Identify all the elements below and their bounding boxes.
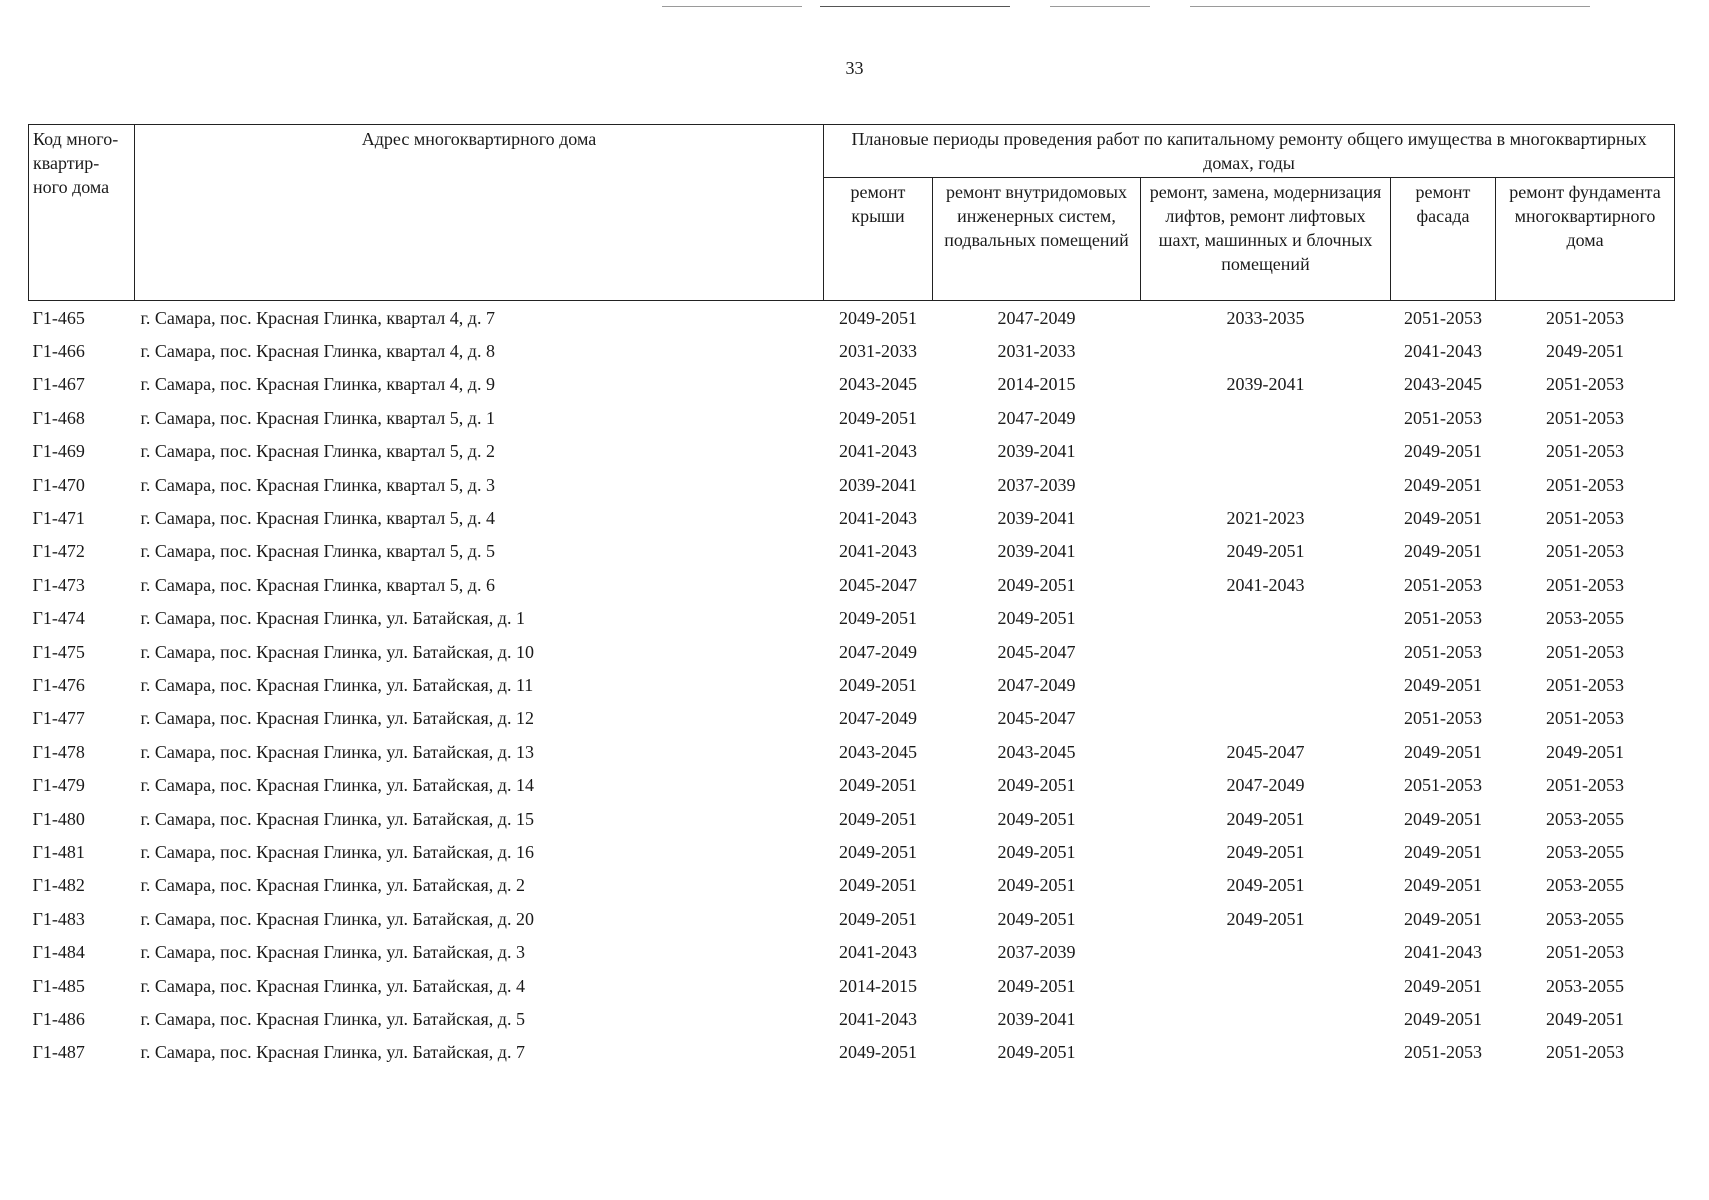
cell-elevators: 2033-2035	[1226, 307, 1305, 328]
cell-address: г. Самара, пос. Красная Глинка, квартал 5, д. 4	[140, 508, 495, 529]
cell-code: Г1-476	[32, 674, 85, 695]
header-roof: ремонт крыши	[824, 178, 933, 301]
table-row	[29, 1002, 1675, 1035]
cell-engineering: 2039-2041	[997, 1008, 1076, 1029]
cell-foundation: 2051-2053	[1546, 508, 1625, 529]
page-number: 33	[845, 58, 864, 78]
cell-code: Г1-478	[32, 741, 85, 762]
table-row	[29, 501, 1675, 534]
header-address: Адрес многоквартирного дома	[135, 125, 824, 301]
cell-roof: 2049-2051	[839, 1042, 917, 1063]
cell-facade: 2051-2053	[1404, 608, 1482, 629]
cell-code: Г1-480	[32, 808, 85, 829]
cell-foundation: 2051-2053	[1546, 307, 1625, 328]
cell-facade: 2051-2053	[1404, 775, 1482, 796]
scan-artifact-line	[820, 6, 1010, 7]
cell-elevators: 2041-2043	[1226, 574, 1305, 595]
cell-engineering: 2049-2051	[997, 841, 1076, 862]
cell-elevators: 2049-2051	[1226, 541, 1305, 562]
cell-address: г. Самара, пос. Красная Глинка, ул. Батайская, д. 16	[140, 841, 534, 862]
table-row	[29, 368, 1675, 401]
cell-address: г. Самара, пос. Красная Глинка, ул. Батайская, д. 4	[140, 975, 525, 996]
cell-foundation: 2053-2055	[1546, 808, 1625, 829]
cell-foundation: 2049-2051	[1546, 1008, 1625, 1029]
cell-elevators	[1141, 935, 1391, 968]
scan-artifact-line	[1050, 6, 1150, 7]
cell-code: Г1-485	[32, 975, 85, 996]
cell-code: Г1-468	[32, 407, 85, 428]
cell-engineering: 2047-2049	[997, 674, 1076, 695]
cell-roof: 2043-2045	[839, 741, 917, 762]
table-row	[29, 602, 1675, 635]
cell-elevators: 2039-2041	[1226, 374, 1305, 395]
table-row	[29, 568, 1675, 601]
cell-foundation: 2051-2053	[1546, 574, 1625, 595]
cell-code: Г1-473	[32, 574, 85, 595]
cell-roof: 2049-2051	[839, 841, 917, 862]
cell-code: Г1-475	[32, 641, 85, 662]
cell-elevators: 2045-2047	[1226, 741, 1305, 762]
cell-engineering: 2047-2049	[997, 407, 1076, 428]
cell-code: Г1-486	[32, 1008, 85, 1029]
cell-foundation: 2049-2051	[1546, 341, 1625, 362]
cell-elevators	[1141, 602, 1391, 635]
cell-facade: 2049-2051	[1404, 474, 1482, 495]
table-row	[29, 668, 1675, 701]
cell-facade: 2051-2053	[1404, 708, 1482, 729]
table-row	[29, 334, 1675, 367]
cell-elevators: 2049-2051	[1226, 875, 1305, 896]
cell-roof: 2045-2047	[839, 574, 917, 595]
cell-code: Г1-477	[32, 708, 85, 729]
header-periods-group: Плановые периоды проведения работ по капитальному ремонту общего имущества в многоквартирных домах, годы	[824, 125, 1675, 178]
cell-engineering: 2037-2039	[997, 942, 1076, 963]
table-row	[29, 935, 1675, 968]
cell-facade: 2051-2053	[1404, 1042, 1482, 1063]
cell-engineering: 2049-2051	[997, 574, 1076, 595]
header-facade: ремонт фасада	[1391, 178, 1496, 301]
cell-engineering: 2049-2051	[997, 808, 1076, 829]
cell-roof: 2049-2051	[839, 608, 917, 629]
cell-elevators	[1141, 435, 1391, 468]
cell-elevators: 2021-2023	[1226, 508, 1305, 529]
cell-code: Г1-467	[32, 374, 85, 395]
cell-engineering: 2049-2051	[997, 775, 1076, 796]
cell-code: Г1-479	[32, 775, 85, 796]
cell-address: г. Самара, пос. Красная Глинка, ул. Батайская, д. 1	[140, 608, 525, 629]
cell-address: г. Самара, пос. Красная Глинка, квартал 5, д. 6	[140, 574, 495, 595]
table-row	[29, 702, 1675, 735]
cell-engineering: 2014-2015	[997, 374, 1076, 395]
cell-address: г. Самара, пос. Красная Глинка, ул. Батайская, д. 13	[140, 741, 534, 762]
header-code: Код много-квартир-ного дома	[29, 125, 135, 301]
cell-address: г. Самара, пос. Красная Глинка, квартал 4, д. 9	[140, 374, 495, 395]
cell-foundation: 2051-2053	[1546, 441, 1625, 462]
cell-elevators: 2049-2051	[1226, 908, 1305, 929]
table-row	[29, 468, 1675, 501]
table-row	[29, 401, 1675, 434]
cell-foundation: 2053-2055	[1546, 975, 1625, 996]
header-elevators: ремонт, замена, модернизация лифтов, ремонт лифтовых шахт, машинных и блочных помещений	[1141, 178, 1391, 301]
table-header	[29, 125, 1675, 301]
cell-code: Г1-466	[32, 341, 85, 362]
header-foundation: ремонт фундамента многоквартирного дома	[1496, 178, 1675, 301]
table-row	[29, 835, 1675, 868]
cell-foundation: 2053-2055	[1546, 908, 1625, 929]
cell-roof: 2041-2043	[839, 541, 917, 562]
table-row	[29, 301, 1675, 335]
cell-address: г. Самара, пос. Красная Глинка, квартал 5, д. 3	[140, 474, 495, 495]
cell-engineering: 2037-2039	[997, 474, 1076, 495]
cell-address: г. Самара, пос. Красная Глинка, ул. Батайская, д. 20	[140, 908, 534, 929]
cell-facade: 2051-2053	[1404, 641, 1482, 662]
cell-address: г. Самара, пос. Красная Глинка, ул. Батайская, д. 12	[140, 708, 534, 729]
cell-roof: 2049-2051	[839, 775, 917, 796]
cell-roof: 2031-2033	[839, 341, 917, 362]
cell-roof: 2041-2043	[839, 441, 917, 462]
cell-facade: 2049-2051	[1404, 975, 1482, 996]
cell-elevators: 2049-2051	[1226, 808, 1305, 829]
cell-facade: 2051-2053	[1404, 574, 1482, 595]
cell-roof: 2049-2051	[839, 808, 917, 829]
cell-facade: 2049-2051	[1404, 741, 1482, 762]
cell-foundation: 2051-2053	[1546, 674, 1625, 695]
cell-foundation: 2053-2055	[1546, 875, 1625, 896]
cell-elevators: 2049-2051	[1226, 841, 1305, 862]
cell-code: Г1-474	[32, 608, 85, 629]
cell-roof: 2041-2043	[839, 508, 917, 529]
cell-engineering: 2049-2051	[997, 1042, 1076, 1063]
scan-artifact-line	[1190, 6, 1590, 7]
cell-elevators: 2047-2049	[1226, 775, 1305, 796]
cell-code: Г1-487	[32, 1042, 85, 1063]
cell-engineering: 2049-2051	[997, 875, 1076, 896]
cell-facade: 2041-2043	[1404, 942, 1482, 963]
cell-foundation: 2051-2053	[1546, 407, 1625, 428]
cell-foundation: 2049-2051	[1546, 741, 1625, 762]
cell-address: г. Самара, пос. Красная Глинка, ул. Батайская, д. 3	[140, 942, 525, 963]
cell-engineering: 2045-2047	[997, 708, 1076, 729]
cell-elevators	[1141, 702, 1391, 735]
cell-engineering: 2039-2041	[997, 441, 1076, 462]
cell-address: г. Самара, пос. Красная Глинка, квартал 5, д. 5	[140, 541, 495, 562]
cell-foundation: 2053-2055	[1546, 608, 1625, 629]
header-engineering: ремонт внутридомовых инженерных систем, подвальных помещений	[933, 178, 1141, 301]
cell-code: Г1-465	[32, 307, 85, 328]
cell-engineering: 2039-2041	[997, 541, 1076, 562]
cell-engineering: 2049-2051	[997, 608, 1076, 629]
cell-facade: 2043-2045	[1404, 374, 1482, 395]
cell-address: г. Самара, пос. Красная Глинка, ул. Батайская, д. 7	[140, 1042, 525, 1063]
cell-code: Г1-484	[32, 942, 85, 963]
cell-engineering: 2047-2049	[997, 307, 1076, 328]
cell-address: г. Самара, пос. Красная Глинка, ул. Батайская, д. 14	[140, 775, 534, 796]
cell-address: г. Самара, пос. Красная Глинка, ул. Батайская, д. 2	[140, 875, 525, 896]
cell-roof: 2039-2041	[839, 474, 917, 495]
cell-address: г. Самара, пос. Красная Глинка, квартал 4, д. 8	[140, 341, 495, 362]
cell-roof: 2049-2051	[839, 875, 917, 896]
table-row	[29, 735, 1675, 768]
capital-repair-table	[28, 124, 1675, 1069]
cell-roof: 2049-2051	[839, 407, 917, 428]
cell-foundation: 2053-2055	[1546, 841, 1625, 862]
cell-roof: 2049-2051	[839, 908, 917, 929]
scan-artifact-line	[662, 6, 802, 7]
cell-address: г. Самара, пос. Красная Глинка, ул. Батайская, д. 15	[140, 808, 534, 829]
cell-elevators	[1141, 969, 1391, 1002]
cell-facade: 2049-2051	[1404, 541, 1482, 562]
cell-code: Г1-472	[32, 541, 85, 562]
cell-roof: 2049-2051	[839, 307, 917, 328]
cell-facade: 2049-2051	[1404, 808, 1482, 829]
cell-code: Г1-471	[32, 508, 85, 529]
cell-engineering: 2043-2045	[997, 741, 1076, 762]
cell-foundation: 2051-2053	[1546, 641, 1625, 662]
cell-facade: 2049-2051	[1404, 1008, 1482, 1029]
cell-address: г. Самара, пос. Красная Глинка, ул. Батайская, д. 5	[140, 1008, 525, 1029]
cell-foundation: 2051-2053	[1546, 775, 1625, 796]
cell-facade: 2051-2053	[1404, 407, 1482, 428]
cell-roof: 2014-2015	[839, 975, 917, 996]
table-row	[29, 535, 1675, 568]
cell-engineering: 2039-2041	[997, 508, 1076, 529]
cell-engineering: 2049-2051	[997, 975, 1076, 996]
cell-address: г. Самара, пос. Красная Глинка, ул. Батайская, д. 11	[140, 674, 534, 695]
cell-facade: 2049-2051	[1404, 908, 1482, 929]
cell-foundation: 2051-2053	[1546, 708, 1625, 729]
cell-elevators	[1141, 1036, 1391, 1069]
cell-elevators	[1141, 401, 1391, 434]
cell-code: Г1-481	[32, 841, 85, 862]
cell-roof: 2049-2051	[839, 674, 917, 695]
table-row	[29, 802, 1675, 835]
cell-roof: 2041-2043	[839, 1008, 917, 1029]
cell-facade: 2049-2051	[1404, 674, 1482, 695]
cell-facade: 2049-2051	[1404, 841, 1482, 862]
table-row	[29, 869, 1675, 902]
table-row	[29, 902, 1675, 935]
cell-elevators	[1141, 334, 1391, 367]
cell-facade: 2049-2051	[1404, 875, 1482, 896]
cell-code: Г1-482	[32, 875, 85, 896]
cell-address: г. Самара, пос. Красная Глинка, квартал 5, д. 2	[140, 441, 495, 462]
cell-engineering: 2049-2051	[997, 908, 1076, 929]
cell-elevators	[1141, 668, 1391, 701]
cell-address: г. Самара, пос. Красная Глинка, ул. Батайская, д. 10	[140, 641, 534, 662]
table-row	[29, 768, 1675, 801]
cell-code: Г1-483	[32, 908, 85, 929]
cell-roof: 2047-2049	[839, 641, 917, 662]
cell-code: Г1-469	[32, 441, 85, 462]
cell-elevators	[1141, 1002, 1391, 1035]
cell-foundation: 2051-2053	[1546, 1042, 1625, 1063]
table-body	[29, 301, 1675, 1069]
cell-address: г. Самара, пос. Красная Глинка, квартал 5, д. 1	[140, 407, 495, 428]
cell-foundation: 2051-2053	[1546, 942, 1625, 963]
cell-elevators	[1141, 635, 1391, 668]
cell-roof: 2043-2045	[839, 374, 917, 395]
cell-facade: 2049-2051	[1404, 441, 1482, 462]
table-row	[29, 635, 1675, 668]
cell-facade: 2049-2051	[1404, 508, 1482, 529]
cell-engineering: 2045-2047	[997, 641, 1076, 662]
cell-address: г. Самара, пос. Красная Глинка, квартал 4, д. 7	[140, 307, 495, 328]
cell-facade: 2051-2053	[1404, 307, 1482, 328]
table-row	[29, 969, 1675, 1002]
cell-facade: 2041-2043	[1404, 341, 1482, 362]
table-row	[29, 435, 1675, 468]
cell-foundation: 2051-2053	[1546, 374, 1625, 395]
cell-roof: 2047-2049	[839, 708, 917, 729]
cell-engineering: 2031-2033	[997, 341, 1076, 362]
cell-elevators	[1141, 468, 1391, 501]
cell-roof: 2041-2043	[839, 942, 917, 963]
cell-foundation: 2051-2053	[1546, 541, 1625, 562]
table-row	[29, 1036, 1675, 1069]
cell-code: Г1-470	[32, 474, 85, 495]
cell-foundation: 2051-2053	[1546, 474, 1625, 495]
